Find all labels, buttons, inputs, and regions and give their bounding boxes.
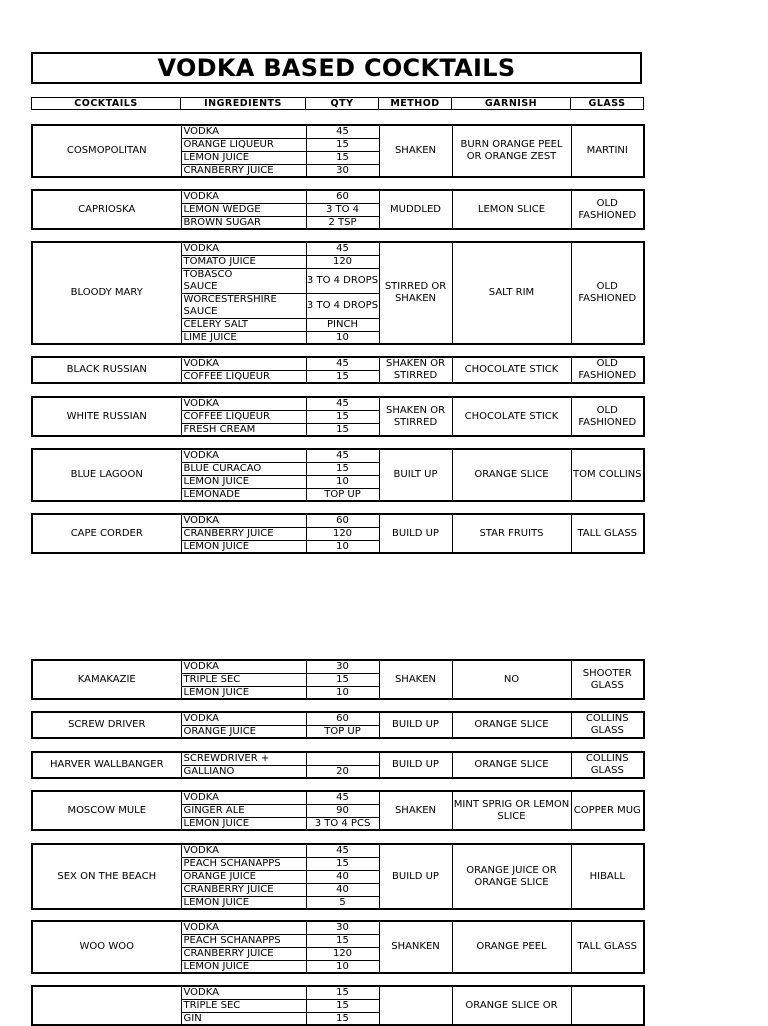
ingredient-qty: 3 TO 4 DROPS — [306, 293, 379, 318]
cocktail-name: CAPE CORDER — [32, 514, 181, 553]
cocktail-glass: OLD FASHIONED — [571, 242, 644, 344]
ingredient-row — [32, 791, 644, 804]
cocktail-method: SHAKEN — [379, 660, 452, 699]
cocktail-method — [379, 986, 452, 1025]
ingredient-name: FRESH CREAM — [181, 423, 306, 436]
header-method: METHOD — [379, 98, 452, 110]
ingredient-qty: 15 — [306, 999, 379, 1012]
ingredient-name: VODKA — [181, 514, 306, 527]
ingredient-name: VODKA — [181, 449, 306, 462]
ingredient-qty: 15 — [306, 138, 379, 151]
ingredient-name: TOMATO JUICE — [181, 255, 306, 268]
cocktail-method: SHAKEN — [379, 125, 452, 177]
ingredient-name: GALLIANO — [181, 765, 306, 778]
ingredient-name: CRANBERRY JUICE — [181, 947, 306, 960]
ingredient-name: VODKA — [181, 844, 306, 857]
ingredient-qty: 15 — [306, 410, 379, 423]
ingredient-name: PEACH SCHANAPPS — [181, 857, 306, 870]
cocktail-name: CAPRIOSKA — [32, 190, 181, 229]
ingredient-qty: 90 — [306, 804, 379, 817]
ingredient-name: LEMONADE — [181, 488, 306, 501]
ingredient-qty: 10 — [306, 475, 379, 488]
ingredient-qty — [306, 752, 379, 765]
ingredient-name: LEMON JUICE — [181, 475, 306, 488]
ingredient-qty: 5 — [306, 896, 379, 909]
ingredient-name: SCREWDRIVER + — [181, 752, 306, 765]
cocktail-block — [31, 513, 645, 554]
ingredient-name: VODKA — [181, 660, 306, 673]
ingredient-name: CRANBERRY JUICE — [181, 527, 306, 540]
ingredient-qty: 10 — [306, 686, 379, 699]
ingredient-qty: 40 — [306, 870, 379, 883]
ingredient-row — [32, 921, 644, 934]
ingredient-row — [32, 242, 644, 255]
cocktail-name: KAMAKAZIE — [32, 660, 181, 699]
cocktail-method: SHAKEN OR STIRRED — [379, 397, 452, 436]
cocktail-glass — [571, 986, 644, 1025]
ingredient-qty: 15 — [306, 151, 379, 164]
cocktail-block — [31, 448, 645, 502]
cocktail-glass: OLD FASHIONED — [571, 357, 644, 383]
cocktail-block — [31, 124, 645, 178]
cocktail-method: BUILD UP — [379, 712, 452, 738]
cocktail-method: BUILD UP — [379, 844, 452, 909]
ingredient-qty: 45 — [306, 242, 379, 255]
cocktail-name: WOO WOO — [32, 921, 181, 973]
ingredient-qty: 45 — [306, 449, 379, 462]
ingredient-name: LEMON WEDGE — [181, 203, 306, 216]
ingredient-qty: 20 — [306, 765, 379, 778]
cocktail-glass: OLD FASHIONED — [571, 190, 644, 229]
ingredient-qty: 30 — [306, 660, 379, 673]
ingredient-qty: 120 — [306, 255, 379, 268]
cocktail-name: COSMOPOLITAN — [32, 125, 181, 177]
ingredient-name: VODKA — [181, 357, 306, 370]
cocktail-garnish: LEMON SLICE — [452, 190, 571, 229]
cocktail-block — [31, 985, 645, 1026]
cocktail-name: SCREW DRIVER — [32, 712, 181, 738]
ingredient-name: LEMON JUICE — [181, 540, 306, 553]
header-garnish: GARNISH — [452, 98, 571, 110]
cocktail-method: SHANKEN — [379, 921, 452, 973]
page-title: VODKA BASED COCKTAILS — [31, 52, 642, 84]
ingredient-qty: 15 — [306, 423, 379, 436]
ingredient-row — [32, 660, 644, 673]
ingredient-row — [32, 514, 644, 527]
cocktail-garnish: ORANGE SLICE — [452, 752, 571, 778]
cocktail-glass: MARTINI — [571, 125, 644, 177]
cocktail-block — [31, 790, 645, 831]
cocktail-method: STIRRED OR SHAKEN — [379, 242, 452, 344]
ingredient-qty: 45 — [306, 397, 379, 410]
ingredient-name: GIN — [181, 1012, 306, 1025]
cocktail-block — [31, 751, 645, 779]
ingredient-qty: 60 — [306, 190, 379, 203]
ingredient-qty: 15 — [306, 462, 379, 475]
ingredient-qty: 15 — [306, 986, 379, 999]
ingredient-name: LEMON JUICE — [181, 960, 306, 973]
ingredient-qty: 40 — [306, 883, 379, 896]
cocktail-name: HARVER WALLBANGER — [32, 752, 181, 778]
cocktail-garnish: MINT SPRIG OR LEMON SLICE — [452, 791, 571, 830]
cocktail-garnish: SALT RIM — [452, 242, 571, 344]
cocktail-glass: COPPER MUG — [571, 791, 644, 830]
cocktail-garnish: ORANGE JUICE OR ORANGE SLICE — [452, 844, 571, 909]
ingredient-name: ORANGE JUICE — [181, 725, 306, 738]
cocktail-method: SHAKEN — [379, 791, 452, 830]
ingredient-name: GINGER ALE — [181, 804, 306, 817]
ingredient-name: VODKA — [181, 791, 306, 804]
ingredient-qty: TOP UP — [306, 725, 379, 738]
cocktail-glass: HIBALL — [571, 844, 644, 909]
ingredient-name: TRIPLE SEC — [181, 999, 306, 1012]
cocktail-block — [31, 920, 645, 974]
cocktail-glass: TALL GLASS — [571, 514, 644, 553]
ingredient-name: TRIPLE SEC — [181, 673, 306, 686]
ingredient-qty: 45 — [306, 844, 379, 857]
ingredient-name: PEACH SCHANAPPS — [181, 934, 306, 947]
ingredient-name: VODKA — [181, 921, 306, 934]
ingredient-qty: 2 TSP — [306, 216, 379, 229]
ingredient-name: COFFEE LIQUEUR — [181, 370, 306, 383]
cocktail-glass: TALL GLASS — [571, 921, 644, 973]
cocktail-name: BLOODY MARY — [32, 242, 181, 344]
ingredient-qty: 120 — [306, 527, 379, 540]
cocktail-block — [31, 659, 645, 700]
cocktail-glass: OLD FASHIONED — [571, 397, 644, 436]
ingredient-qty: 15 — [306, 1012, 379, 1025]
ingredient-name: LIME JUICE — [181, 331, 306, 344]
cocktail-glass: SHOOTER GLASS — [571, 660, 644, 699]
cocktail-name: MOSCOW MULE — [32, 791, 181, 830]
ingredient-name: VODKA — [181, 712, 306, 725]
header-glass: GLASS — [571, 98, 644, 110]
ingredient-row — [32, 397, 644, 410]
cocktail-glass: COLLINS GLASS — [571, 712, 644, 738]
cocktail-block — [31, 241, 645, 345]
header-cocktails: COCKTAILS — [32, 98, 181, 110]
cocktail-garnish: CHOCOLATE STICK — [452, 357, 571, 383]
header-row — [31, 97, 644, 110]
cocktail-name: BLACK RUSSIAN — [32, 357, 181, 383]
ingredient-qty: PINCH — [306, 318, 379, 331]
cocktail-block — [31, 396, 645, 437]
ingredient-row — [32, 844, 644, 857]
ingredient-qty: 15 — [306, 370, 379, 383]
ingredient-row — [32, 712, 644, 725]
cocktail-name: WHITE RUSSIAN — [32, 397, 181, 436]
cocktail-garnish: ORANGE PEEL — [452, 921, 571, 973]
ingredient-name: VODKA — [181, 397, 306, 410]
cocktail-name: BLUE LAGOON — [32, 449, 181, 501]
cocktail-block — [31, 843, 645, 910]
ingredient-row — [32, 357, 644, 370]
ingredient-qty: 3 TO 4 — [306, 203, 379, 216]
ingredient-row — [32, 190, 644, 203]
cocktail-glass: TOM COLLINS — [571, 449, 644, 501]
ingredient-qty: 10 — [306, 540, 379, 553]
ingredient-name: VODKA — [181, 190, 306, 203]
cocktail-block — [31, 356, 645, 384]
ingredient-qty: 10 — [306, 960, 379, 973]
ingredient-row — [32, 986, 644, 999]
ingredient-name: BROWN SUGAR — [181, 216, 306, 229]
ingredient-name: LEMON JUICE — [181, 151, 306, 164]
cocktail-method: MUDDLED — [379, 190, 452, 229]
cocktail-block — [31, 189, 645, 230]
ingredient-name: VODKA — [181, 986, 306, 999]
ingredient-name: BLUE CURACAO — [181, 462, 306, 475]
ingredient-qty: 3 TO 4 PCS — [306, 817, 379, 830]
ingredient-name: LEMON JUICE — [181, 896, 306, 909]
ingredient-name: ORANGE LIQUEUR — [181, 138, 306, 151]
cocktail-garnish: CHOCOLATE STICK — [452, 397, 571, 436]
cocktail-garnish: ORANGE SLICE — [452, 712, 571, 738]
cocktail-method: BUILD UP — [379, 752, 452, 778]
ingredient-qty: 15 — [306, 934, 379, 947]
cocktail-garnish: BURN ORANGE PEEL OR ORANGE ZEST — [452, 125, 571, 177]
ingredient-name: CRANBERRY JUICE — [181, 883, 306, 896]
ingredient-qty: 60 — [306, 514, 379, 527]
cocktail-name — [32, 986, 181, 1025]
ingredient-row — [32, 125, 644, 138]
header-qty: QTY — [306, 98, 379, 110]
cocktail-garnish: ORANGE SLICE OR — [452, 986, 571, 1025]
cocktail-method: BUILT UP — [379, 449, 452, 501]
ingredient-qty: 15 — [306, 673, 379, 686]
ingredient-name: WORCESTERSHIRE SAUCE — [181, 293, 306, 318]
cocktail-name: SEX ON THE BEACH — [32, 844, 181, 909]
ingredient-qty: 30 — [306, 921, 379, 934]
ingredient-name: CRANBERRY JUICE — [181, 164, 306, 177]
ingredient-name: ORANGE JUICE — [181, 870, 306, 883]
cocktail-block — [31, 711, 645, 739]
ingredient-qty: 45 — [306, 791, 379, 804]
ingredient-qty: 3 TO 4 DROPS — [306, 268, 379, 293]
cocktail-glass: COLLINS GLASS — [571, 752, 644, 778]
ingredient-qty: 45 — [306, 125, 379, 138]
ingredient-qty: TOP UP — [306, 488, 379, 501]
ingredient-name: LEMON JUICE — [181, 817, 306, 830]
ingredient-qty: 120 — [306, 947, 379, 960]
cocktail-method: BUILD UP — [379, 514, 452, 553]
ingredient-name: VODKA — [181, 125, 306, 138]
ingredient-name: LEMON JUICE — [181, 686, 306, 699]
cocktail-garnish: NO — [452, 660, 571, 699]
ingredient-qty: 45 — [306, 357, 379, 370]
header-ingredients: INGREDIENTS — [181, 98, 306, 110]
ingredient-name: VODKA — [181, 242, 306, 255]
ingredient-row — [32, 752, 644, 765]
ingredient-row — [32, 449, 644, 462]
ingredient-name: COFFEE LIQUEUR — [181, 410, 306, 423]
ingredient-qty: 30 — [306, 164, 379, 177]
ingredient-name: CELERY SALT — [181, 318, 306, 331]
cocktail-method: SHAKEN OR STIRRED — [379, 357, 452, 383]
ingredient-name: TOBASCO SAUCE — [181, 268, 306, 293]
ingredient-qty: 15 — [306, 857, 379, 870]
ingredient-qty: 10 — [306, 331, 379, 344]
cocktail-garnish: ORANGE SLICE — [452, 449, 571, 501]
ingredient-qty: 60 — [306, 712, 379, 725]
cocktail-garnish: STAR FRUITS — [452, 514, 571, 553]
